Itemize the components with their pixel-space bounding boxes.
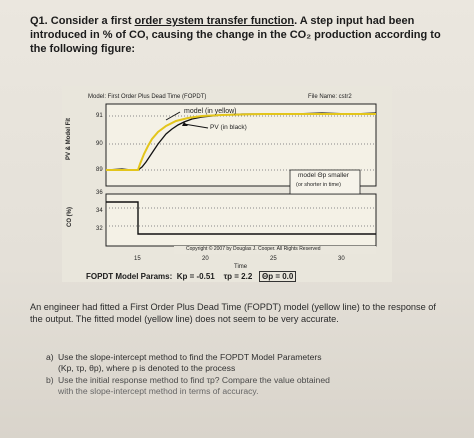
x-tick-label: 15 <box>134 256 141 262</box>
annotation-pv: PV (in black) <box>210 124 247 131</box>
item-line: Use the initial response method to find τp? Compare the value obtained <box>58 375 330 385</box>
fopdt-params-line <box>86 272 296 281</box>
param-kp: Kp = -0.51 <box>176 272 215 281</box>
step-response-figure <box>62 86 392 282</box>
task-list <box>46 352 446 398</box>
x-tick-label: 25 <box>270 256 277 262</box>
co-axis-label: CO (%) <box>67 207 73 227</box>
question-prefix: Consider a first <box>50 15 132 27</box>
item-line: Use the slope-intercept method to find the FOPDT Model Parameters <box>58 352 322 362</box>
item-line: with the slope-intercept method in terms of accuracy. <box>58 386 259 396</box>
problem-paragraph: An engineer had fitted a First Order Plus Dead Time (FOPDT) model (yellow line) to the response of the output. The fitted model (yellow line) does not seem to be very accurate. <box>30 302 436 324</box>
pv-tick-label: 91 <box>96 113 103 119</box>
question-text <box>30 14 450 56</box>
annotation-model: model (in yellow) <box>184 108 237 115</box>
model-title-label: Model: First Order Plus Dead Time (FOPDT) <box>88 94 207 100</box>
pv-tick-label: 89 <box>96 167 103 173</box>
params-label: FOPDT Model Params: <box>86 272 173 281</box>
item-marker: a) <box>46 352 54 362</box>
pv-tick-label: 90 <box>96 141 103 147</box>
param-thetap: Θp = 0.0 <box>259 271 296 282</box>
co-tick-label: 32 <box>96 226 103 232</box>
question-rest: . A step input had been introduced in % of CO, causing the change in the CO₂ production according to the following figure: <box>30 15 441 55</box>
copyright-text: Copyright © 2007 by Douglas J. Cooper. All Rights Reserved <box>186 246 321 252</box>
list-item <box>46 375 446 397</box>
x-tick-label: 20 <box>202 256 209 262</box>
co-plot-frame <box>106 194 376 246</box>
co-tick-label: 34 <box>96 208 103 214</box>
pv-axis-label: PV & Model Fit <box>66 118 72 160</box>
item-line: (Kp, τp, θp), where p is denoted to the process <box>58 363 236 373</box>
annotation-box-line2: (or shorter in time) <box>296 182 341 188</box>
annotation-box-line1: model Θp smaller <box>298 172 349 179</box>
file-name-label: File Name: cstr2 <box>308 94 352 100</box>
list-item <box>46 352 446 374</box>
co-tick-label: 36 <box>96 190 103 196</box>
x-axis-label: Time <box>234 264 248 270</box>
figure-svg <box>62 86 392 282</box>
item-marker: b) <box>46 375 54 385</box>
param-tp: τp = 2.2 <box>223 272 253 281</box>
question-underlined-term: order system transfer function <box>134 15 295 27</box>
x-tick-label: 30 <box>338 256 345 262</box>
question-number: Q1. <box>30 15 48 27</box>
